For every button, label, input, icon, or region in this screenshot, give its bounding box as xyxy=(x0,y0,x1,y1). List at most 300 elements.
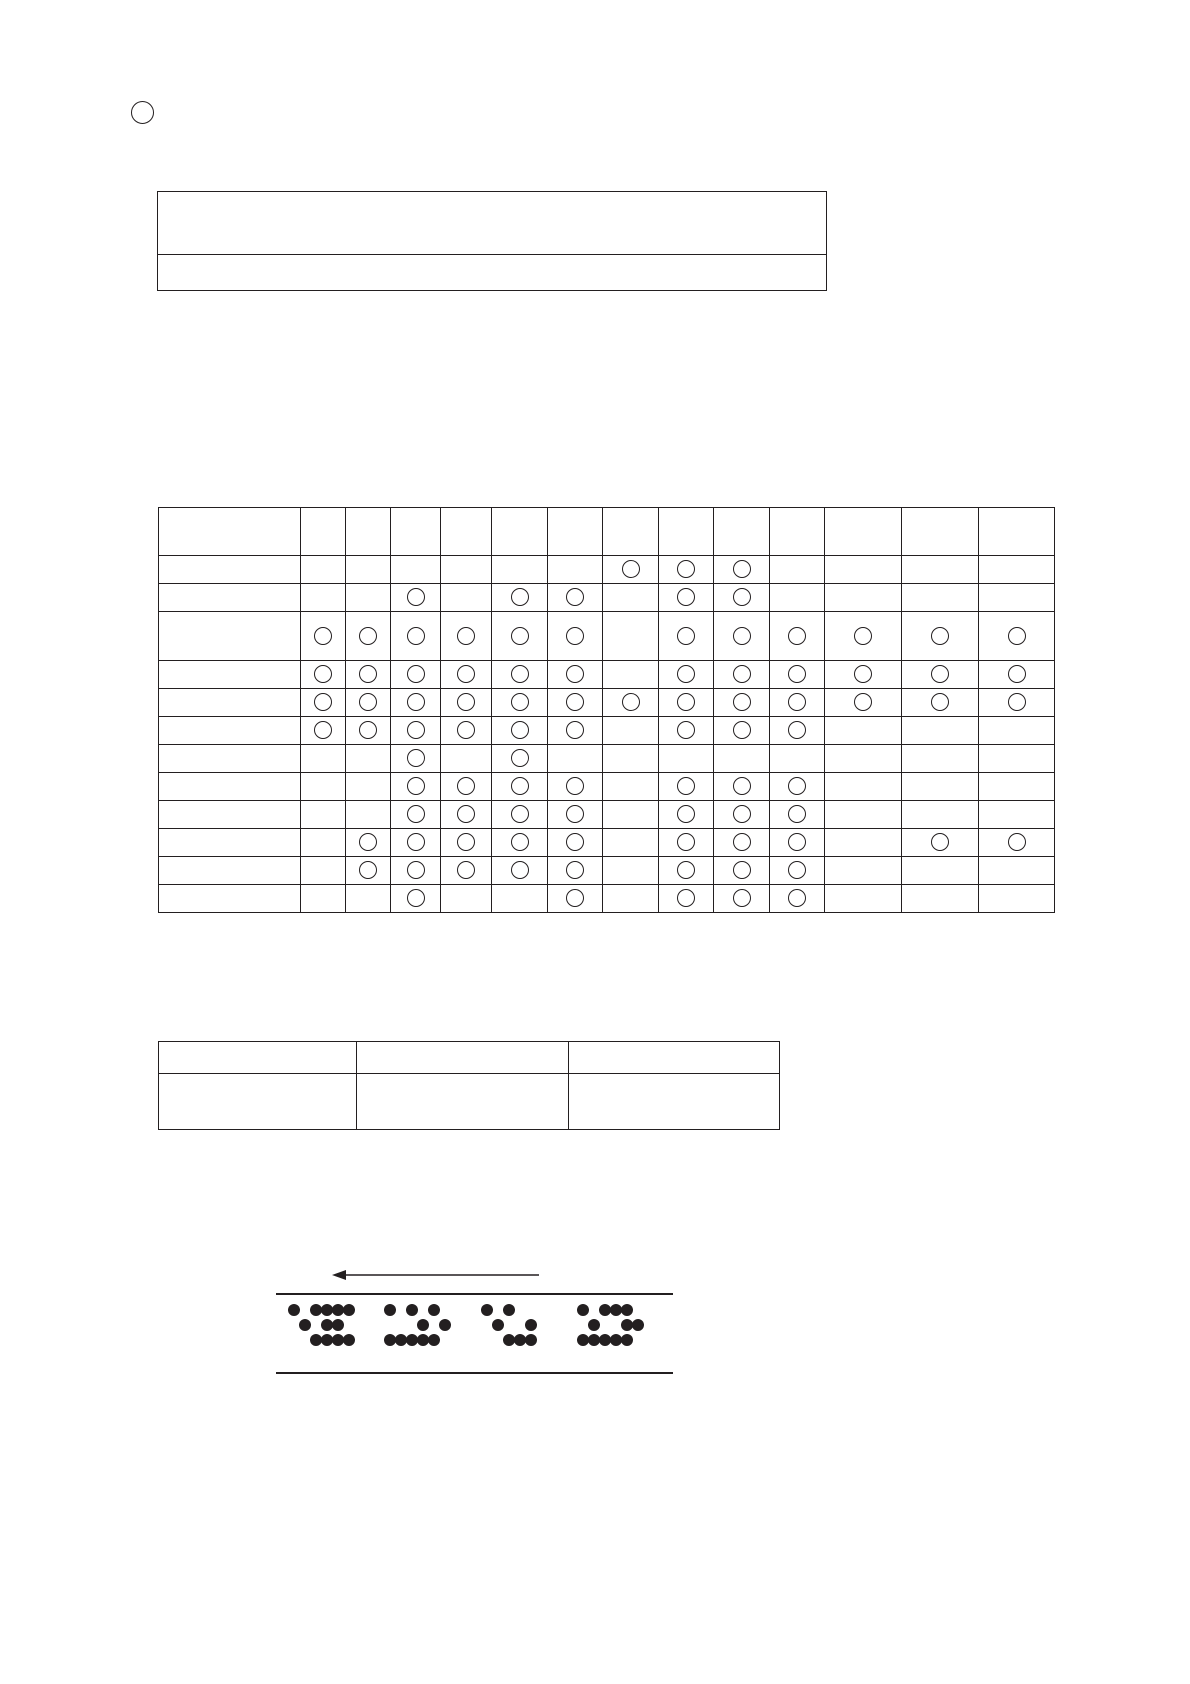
matrix-cell xyxy=(770,829,825,857)
matrix-cell xyxy=(603,829,659,857)
circle-mark-icon xyxy=(733,665,751,683)
matrix-row-label xyxy=(159,717,301,745)
box-table xyxy=(157,191,827,291)
matrix-header-cell xyxy=(603,508,659,556)
circle-mark-icon xyxy=(511,693,529,711)
matrix-row xyxy=(159,717,1055,745)
matrix-cell xyxy=(770,857,825,885)
matrix-cell xyxy=(346,857,391,885)
matrix-cell xyxy=(659,717,714,745)
matrix-header-cell xyxy=(391,508,441,556)
matrix-cell xyxy=(492,829,548,857)
circle-mark-icon xyxy=(677,861,695,879)
circle-mark-icon xyxy=(566,805,584,823)
circle-mark-icon xyxy=(931,833,949,851)
matrix-header-cell xyxy=(714,508,770,556)
matrix-header-cell xyxy=(346,508,391,556)
punch-dot xyxy=(299,1319,311,1331)
matrix-row-label xyxy=(159,612,301,661)
circle-matrix-table xyxy=(158,507,1055,913)
matrix-cell xyxy=(979,612,1055,661)
matrix-cell xyxy=(603,885,659,913)
circle-mark-icon xyxy=(566,833,584,851)
circle-mark-icon xyxy=(314,665,332,683)
matrix-cell xyxy=(979,801,1055,829)
circle-mark-icon xyxy=(314,721,332,739)
matrix-row xyxy=(159,773,1055,801)
circle-mark-icon xyxy=(359,627,377,645)
circle-mark-icon xyxy=(788,861,806,879)
punch-dot xyxy=(406,1304,418,1316)
small-table-header-cell xyxy=(357,1042,569,1074)
matrix-row-label xyxy=(159,773,301,801)
matrix-cell xyxy=(979,689,1055,717)
matrix-row xyxy=(159,829,1055,857)
small-table-cell xyxy=(357,1074,569,1130)
matrix-cell xyxy=(441,745,492,773)
punch-dot xyxy=(384,1334,396,1346)
circle-mark-icon xyxy=(677,721,695,739)
matrix-cell xyxy=(346,745,391,773)
matrix-cell xyxy=(391,773,441,801)
punch-dot xyxy=(577,1304,589,1316)
matrix-cell xyxy=(659,745,714,773)
matrix-cell xyxy=(441,689,492,717)
circle-mark-icon xyxy=(931,693,949,711)
matrix-cell xyxy=(825,801,902,829)
box-table-cell xyxy=(158,192,827,255)
punch-dot xyxy=(417,1319,429,1331)
circle-mark-icon xyxy=(1008,833,1026,851)
matrix-row-label xyxy=(159,857,301,885)
matrix-row-label xyxy=(159,689,301,717)
matrix-row-label xyxy=(159,661,301,689)
matrix-cell xyxy=(603,857,659,885)
matrix-cell xyxy=(714,584,770,612)
tape-bottom-line xyxy=(276,1372,673,1374)
circle-mark-icon xyxy=(1008,693,1026,711)
circle-mark-icon xyxy=(788,805,806,823)
punch-dot xyxy=(588,1334,600,1346)
matrix-cell xyxy=(714,556,770,584)
punch-dot xyxy=(621,1319,633,1331)
circle-mark-icon xyxy=(457,805,475,823)
circle-mark-icon xyxy=(677,833,695,851)
matrix-cell xyxy=(825,829,902,857)
matrix-cell xyxy=(902,717,979,745)
matrix-cell xyxy=(659,661,714,689)
matrix-cell xyxy=(492,689,548,717)
circle-mark-icon xyxy=(359,693,377,711)
matrix-cell xyxy=(391,584,441,612)
matrix-cell xyxy=(770,745,825,773)
circle-mark-icon xyxy=(677,627,695,645)
punch-dot xyxy=(514,1334,526,1346)
circle-mark-icon xyxy=(511,588,529,606)
matrix-cell xyxy=(346,773,391,801)
circle-mark-icon xyxy=(677,805,695,823)
matrix-row-label xyxy=(159,745,301,773)
circle-mark-icon xyxy=(314,693,332,711)
matrix-cell xyxy=(979,773,1055,801)
punch-dot xyxy=(343,1304,355,1316)
matrix-cell xyxy=(441,612,492,661)
matrix-cell xyxy=(301,885,346,913)
matrix-cell xyxy=(770,612,825,661)
matrix-cell xyxy=(548,745,603,773)
matrix-row xyxy=(159,661,1055,689)
matrix-cell xyxy=(492,661,548,689)
header-circle-icon xyxy=(131,101,154,124)
punch-dot xyxy=(310,1334,322,1346)
circle-mark-icon xyxy=(677,665,695,683)
circle-mark-icon xyxy=(854,627,872,645)
matrix-cell xyxy=(714,885,770,913)
circle-mark-icon xyxy=(733,777,751,795)
circle-mark-icon xyxy=(457,861,475,879)
matrix-cell xyxy=(902,801,979,829)
matrix-cell xyxy=(492,717,548,745)
matrix-cell xyxy=(301,661,346,689)
matrix-row xyxy=(159,801,1055,829)
matrix-row xyxy=(159,885,1055,913)
circle-mark-icon xyxy=(407,805,425,823)
matrix-cell xyxy=(301,773,346,801)
punch-dot xyxy=(577,1334,589,1346)
matrix-cell xyxy=(346,801,391,829)
punch-dot xyxy=(503,1334,515,1346)
punch-dot xyxy=(525,1319,537,1331)
matrix-header-cell xyxy=(159,508,301,556)
matrix-cell xyxy=(770,556,825,584)
circle-mark-icon xyxy=(314,627,332,645)
circle-mark-icon xyxy=(677,588,695,606)
matrix-cell xyxy=(659,556,714,584)
circle-mark-icon xyxy=(1008,627,1026,645)
matrix-cell xyxy=(659,584,714,612)
matrix-row xyxy=(159,612,1055,661)
matrix-row-label xyxy=(159,885,301,913)
matrix-cell xyxy=(902,661,979,689)
box-table-row xyxy=(158,192,827,255)
matrix-cell xyxy=(714,773,770,801)
matrix-header-cell xyxy=(825,508,902,556)
matrix-cell xyxy=(548,773,603,801)
matrix-cell xyxy=(301,857,346,885)
punch-dot xyxy=(321,1304,333,1316)
matrix-cell xyxy=(770,717,825,745)
matrix-cell xyxy=(714,717,770,745)
circle-mark-icon xyxy=(566,777,584,795)
matrix-cell xyxy=(603,661,659,689)
punch-dot xyxy=(492,1319,504,1331)
matrix-cell xyxy=(902,773,979,801)
matrix-cell xyxy=(659,689,714,717)
matrix-cell xyxy=(714,661,770,689)
matrix-cell xyxy=(659,801,714,829)
matrix-cell xyxy=(391,745,441,773)
matrix-header-cell xyxy=(441,508,492,556)
matrix-cell xyxy=(492,857,548,885)
punch-dot xyxy=(503,1304,515,1316)
matrix-cell xyxy=(902,857,979,885)
matrix-cell xyxy=(492,773,548,801)
matrix-header-cell xyxy=(659,508,714,556)
circle-mark-icon xyxy=(733,721,751,739)
circle-mark-icon xyxy=(511,777,529,795)
matrix-row xyxy=(159,584,1055,612)
matrix-cell xyxy=(902,584,979,612)
punch-dot xyxy=(428,1334,440,1346)
circle-mark-icon xyxy=(622,560,640,578)
punch-dot xyxy=(332,1319,344,1331)
matrix-header-cell xyxy=(902,508,979,556)
circle-mark-icon xyxy=(457,833,475,851)
matrix-cell xyxy=(548,885,603,913)
matrix-header-row xyxy=(159,508,1055,556)
matrix-cell xyxy=(441,584,492,612)
circle-mark-icon xyxy=(733,560,751,578)
circle-mark-icon xyxy=(457,665,475,683)
matrix-cell xyxy=(548,829,603,857)
matrix-header-cell xyxy=(770,508,825,556)
matrix-cell xyxy=(979,745,1055,773)
circle-mark-icon xyxy=(677,693,695,711)
small-table-header-cell xyxy=(159,1042,357,1074)
matrix-cell xyxy=(391,885,441,913)
matrix-cell xyxy=(346,717,391,745)
small-table xyxy=(158,1041,780,1130)
circle-mark-icon xyxy=(566,665,584,683)
circle-mark-icon xyxy=(511,721,529,739)
matrix-cell xyxy=(548,689,603,717)
circle-mark-icon xyxy=(359,861,377,879)
matrix-cell xyxy=(825,689,902,717)
matrix-cell xyxy=(391,857,441,885)
matrix-cell xyxy=(301,584,346,612)
matrix-cell xyxy=(979,829,1055,857)
matrix-cell xyxy=(492,612,548,661)
small-table-cell xyxy=(159,1074,357,1130)
matrix-cell xyxy=(391,829,441,857)
matrix-row-label xyxy=(159,829,301,857)
circle-mark-icon xyxy=(457,693,475,711)
matrix-cell xyxy=(391,689,441,717)
matrix-cell xyxy=(301,612,346,661)
matrix-cell xyxy=(825,773,902,801)
matrix-cell xyxy=(441,661,492,689)
circle-mark-icon xyxy=(511,665,529,683)
circle-mark-icon xyxy=(457,777,475,795)
circle-mark-icon xyxy=(733,889,751,907)
circle-mark-icon xyxy=(407,777,425,795)
circle-mark-icon xyxy=(788,721,806,739)
matrix-cell xyxy=(346,556,391,584)
matrix-cell xyxy=(301,829,346,857)
matrix-cell xyxy=(603,745,659,773)
circle-mark-icon xyxy=(733,588,751,606)
circle-mark-icon xyxy=(407,588,425,606)
matrix-cell xyxy=(825,857,902,885)
circle-mark-icon xyxy=(407,627,425,645)
punch-dot xyxy=(321,1334,333,1346)
punch-dot xyxy=(588,1319,600,1331)
matrix-cell xyxy=(346,584,391,612)
circle-mark-icon xyxy=(359,665,377,683)
matrix-cell xyxy=(492,556,548,584)
matrix-cell xyxy=(825,584,902,612)
matrix-cell xyxy=(714,801,770,829)
circle-mark-icon xyxy=(457,627,475,645)
matrix-cell xyxy=(391,612,441,661)
matrix-cell xyxy=(979,857,1055,885)
circle-mark-icon xyxy=(566,721,584,739)
matrix-header-cell xyxy=(979,508,1055,556)
circle-mark-icon xyxy=(359,833,377,851)
matrix-row xyxy=(159,857,1055,885)
matrix-cell xyxy=(346,612,391,661)
matrix-cell xyxy=(391,717,441,745)
circle-mark-icon xyxy=(359,721,377,739)
small-table-row xyxy=(159,1074,780,1130)
matrix-cell xyxy=(825,556,902,584)
circle-mark-icon xyxy=(511,861,529,879)
matrix-cell xyxy=(979,717,1055,745)
matrix-cell xyxy=(391,661,441,689)
matrix-cell xyxy=(603,584,659,612)
matrix-cell xyxy=(548,717,603,745)
circle-mark-icon xyxy=(733,627,751,645)
matrix-cell xyxy=(492,885,548,913)
matrix-cell xyxy=(301,801,346,829)
punch-dot xyxy=(384,1304,396,1316)
circle-mark-icon xyxy=(566,861,584,879)
matrix-cell xyxy=(603,612,659,661)
matrix-cell xyxy=(902,556,979,584)
matrix-cell xyxy=(441,556,492,584)
matrix-cell xyxy=(770,773,825,801)
matrix-cell xyxy=(603,689,659,717)
circle-mark-icon xyxy=(788,833,806,851)
matrix-cell xyxy=(825,612,902,661)
small-table-header-row xyxy=(159,1042,780,1074)
circle-mark-icon xyxy=(931,627,949,645)
punch-dot xyxy=(599,1304,611,1316)
matrix-cell xyxy=(492,801,548,829)
matrix-cell xyxy=(548,857,603,885)
matrix-cell xyxy=(714,745,770,773)
matrix-cell xyxy=(301,556,346,584)
matrix-cell xyxy=(770,661,825,689)
circle-mark-icon xyxy=(407,861,425,879)
punch-dot xyxy=(621,1334,633,1346)
matrix-cell xyxy=(548,801,603,829)
tape-top-line xyxy=(276,1293,673,1295)
matrix-cell xyxy=(441,717,492,745)
punch-dot xyxy=(288,1304,300,1316)
matrix-cell xyxy=(391,556,441,584)
circle-mark-icon xyxy=(511,805,529,823)
punch-dot xyxy=(406,1334,418,1346)
matrix-cell xyxy=(301,717,346,745)
matrix-cell xyxy=(770,885,825,913)
circle-mark-icon xyxy=(407,693,425,711)
circle-mark-icon xyxy=(788,889,806,907)
punch-dot xyxy=(321,1319,333,1331)
matrix-cell xyxy=(548,661,603,689)
circle-mark-icon xyxy=(566,627,584,645)
punch-dot xyxy=(525,1334,537,1346)
small-table-header-cell xyxy=(569,1042,780,1074)
circle-mark-icon xyxy=(407,833,425,851)
circle-mark-icon xyxy=(407,665,425,683)
matrix-cell xyxy=(902,829,979,857)
punch-dot xyxy=(343,1334,355,1346)
matrix-cell xyxy=(979,885,1055,913)
circle-mark-icon xyxy=(407,721,425,739)
circle-mark-icon xyxy=(677,777,695,795)
matrix-row-label xyxy=(159,556,301,584)
matrix-header-cell xyxy=(301,508,346,556)
matrix-cell xyxy=(548,584,603,612)
matrix-cell xyxy=(979,661,1055,689)
circle-mark-icon xyxy=(677,889,695,907)
matrix-cell xyxy=(659,612,714,661)
punch-dot xyxy=(610,1304,622,1316)
matrix-cell xyxy=(902,689,979,717)
matrix-cell xyxy=(492,584,548,612)
punch-dot xyxy=(332,1304,344,1316)
matrix-row xyxy=(159,689,1055,717)
circle-mark-icon xyxy=(733,805,751,823)
matrix-cell xyxy=(825,745,902,773)
matrix-header-cell xyxy=(548,508,603,556)
matrix-row-label xyxy=(159,801,301,829)
matrix-cell xyxy=(714,857,770,885)
circle-mark-icon xyxy=(733,833,751,851)
punch-dot xyxy=(310,1304,322,1316)
matrix-cell xyxy=(346,661,391,689)
circle-mark-icon xyxy=(788,665,806,683)
punch-dot xyxy=(439,1319,451,1331)
matrix-cell xyxy=(603,773,659,801)
matrix-cell xyxy=(770,584,825,612)
matrix-cell xyxy=(441,829,492,857)
circle-mark-icon xyxy=(566,693,584,711)
circle-mark-icon xyxy=(854,693,872,711)
circle-mark-icon xyxy=(566,588,584,606)
punch-dot xyxy=(417,1334,429,1346)
matrix-cell xyxy=(659,829,714,857)
circle-mark-icon xyxy=(511,749,529,767)
matrix-cell xyxy=(391,801,441,829)
matrix-cell xyxy=(441,857,492,885)
matrix-cell xyxy=(548,612,603,661)
matrix-cell xyxy=(659,773,714,801)
circle-mark-icon xyxy=(511,833,529,851)
punch-dot xyxy=(481,1304,493,1316)
matrix-cell xyxy=(603,717,659,745)
matrix-cell xyxy=(492,745,548,773)
matrix-cell xyxy=(979,584,1055,612)
matrix-cell xyxy=(346,829,391,857)
circle-mark-icon xyxy=(788,627,806,645)
matrix-cell xyxy=(825,661,902,689)
punch-dot xyxy=(599,1334,611,1346)
punch-dot xyxy=(428,1304,440,1316)
matrix-cell xyxy=(659,857,714,885)
matrix-cell xyxy=(441,801,492,829)
